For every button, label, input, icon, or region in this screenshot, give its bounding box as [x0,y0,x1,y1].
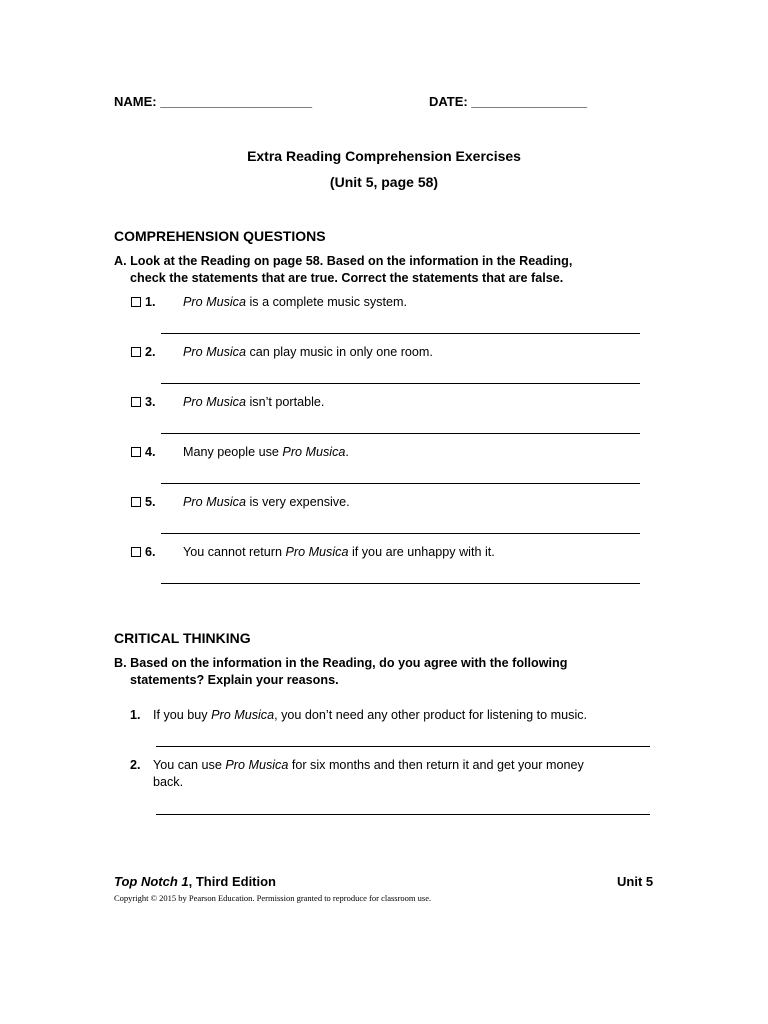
question-text: is a complete music system. [246,295,407,309]
answer-line[interactable] [161,483,640,484]
question-item [131,395,324,409]
question-number: 6. [145,545,156,559]
question-emphasis: Pro Musica [183,395,246,409]
critical-thinking-heading: CRITICAL THINKING [114,630,251,646]
question-number: 1. [130,708,141,722]
question-emphasis: Pro Musica [183,495,246,509]
page-subtitle: (Unit 5, page 58) [329,174,439,190]
answer-line[interactable] [161,533,640,534]
question-text: isn’t portable. [246,395,325,409]
question-item [131,495,350,509]
copyright-notice: Copyright © 2015 by Pearson Education. Permission granted to reproduce for classroom use. [114,893,432,903]
question-text: for six months and then return it and get your money [288,758,584,772]
question-number: 5. [145,495,156,509]
answer-line[interactable] [156,814,650,815]
question-emphasis: Pro Musica [211,708,275,722]
question-text: if you are unhappy with it. [348,545,495,559]
question-text: is very expensive. [246,495,350,509]
question-number: 4. [145,445,156,459]
checkbox[interactable] [131,347,141,357]
critical-instruction-line1: B. Based on the information in the Reading, do you agree with the following [114,656,568,670]
critical-item [130,707,673,724]
answer-line[interactable] [161,583,640,584]
comprehension-instruction-line2: check the statements that are true. Correct the statements that are false. [130,271,564,285]
question-number: 2. [145,345,156,359]
question-text: , you don’t need any other product for listening to music. [274,708,588,722]
answer-line[interactable] [161,433,640,434]
question-text: Many people use [183,445,283,459]
question-number: 1. [145,295,156,309]
question-text: If you buy [153,708,212,722]
comprehension-instruction-line1: A. Look at the Reading on page 58. Based on the information in the Reading, [114,254,573,268]
question-emphasis: Pro Musica [183,295,246,309]
checkbox[interactable] [131,497,141,507]
checkbox[interactable] [131,547,141,557]
checkbox[interactable] [131,397,141,407]
question-item [131,345,433,359]
name-field-label: NAME: _____________________ [114,94,313,109]
question-text: can play music in only one room. [246,345,433,359]
page-title: Extra Reading Comprehension Exercises [247,148,521,164]
question-number: 3. [145,395,156,409]
question-emphasis: Pro Musica [282,445,346,459]
question-text: You can use [153,758,226,772]
date-field-label: DATE: ________________ [429,94,588,109]
question-number: 2. [130,758,141,772]
question-item [131,295,407,309]
question-text: You cannot return [183,545,286,559]
book-edition: , Third Edition [188,874,277,889]
answer-line[interactable] [161,383,640,384]
question-item [131,445,349,459]
comprehension-heading: COMPREHENSION QUESTIONS [114,228,326,244]
checkbox[interactable] [131,297,141,307]
question-emphasis: Pro Musica [183,345,246,359]
question-text-continued: back. [153,775,184,789]
unit-label: Unit 5 [617,874,654,889]
critical-item [130,757,673,791]
question-text: . [345,445,349,459]
question-emphasis: Pro Musica [225,758,289,772]
question-item [131,545,495,559]
book-title [114,874,276,889]
critical-instruction-line2: statements? Explain your reasons. [130,673,339,687]
answer-line[interactable] [156,746,650,747]
answer-line[interactable] [161,333,640,334]
question-emphasis: Pro Musica [285,545,349,559]
book-title-name: Top Notch 1 [114,874,189,889]
checkbox[interactable] [131,447,141,457]
